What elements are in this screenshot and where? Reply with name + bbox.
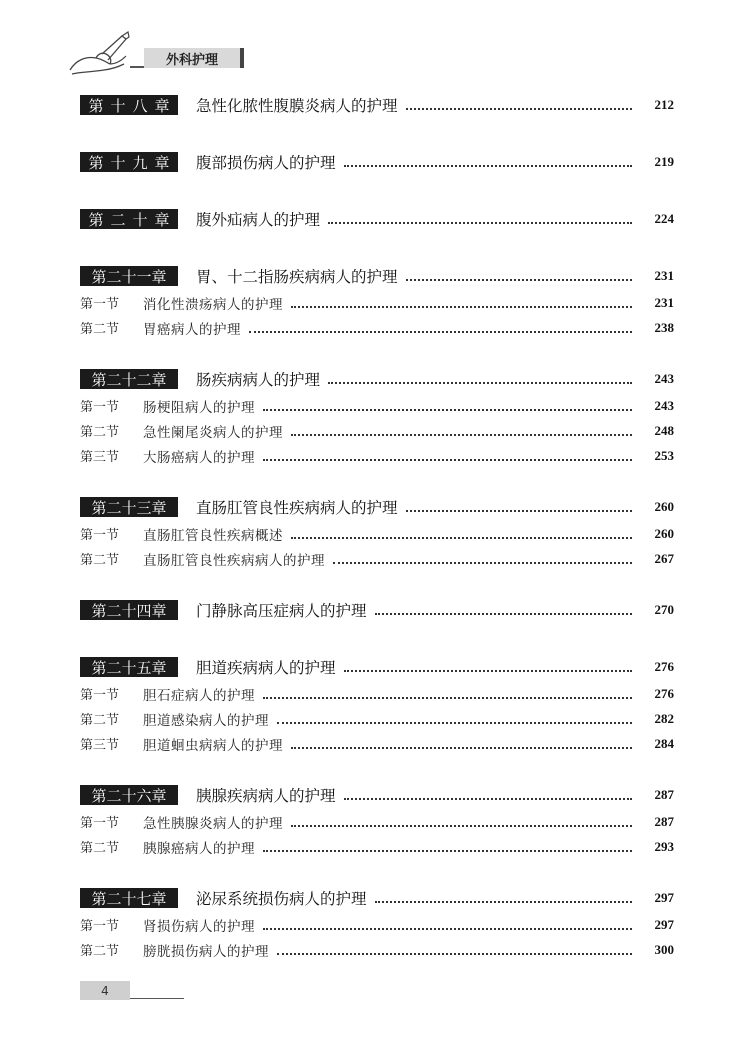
section-label: 第二节 [80, 322, 120, 337]
book-title: 外科护理 [144, 48, 244, 68]
chapter-title: 腹外疝病人的护理 [196, 211, 321, 229]
chapter-page-number: 276 [654, 659, 674, 674]
dot-leader [263, 695, 632, 699]
section-page-number: 253 [654, 447, 674, 463]
toc-section-entry [80, 418, 674, 443]
chapter-label: 第二十七章 [80, 888, 178, 908]
section-label: 第二节 [80, 425, 120, 440]
dot-leader [344, 163, 632, 167]
dot-leader [328, 380, 632, 384]
dot-leader [344, 796, 632, 800]
section-title: 胆道蛔虫病病人的护理 [143, 737, 283, 754]
writing-hand-icon [66, 30, 138, 76]
toc-chapter-entry [80, 265, 674, 287]
section-title: 直肠肛管良性疾病病人的护理 [143, 552, 325, 569]
section-page-number: 238 [654, 319, 674, 335]
chapter-title: 胰腺疾病病人的护理 [196, 787, 336, 805]
section-title: 膀胱损伤病人的护理 [143, 943, 269, 960]
toc-chapter-entry [80, 496, 674, 518]
chapter-title: 胆道疾病病人的护理 [196, 659, 336, 677]
chapter-title: 直肠肛管良性疾病病人的护理 [196, 499, 398, 517]
chapter-title: 泌尿系统损伤病人的护理 [196, 890, 367, 908]
chapter-label: 第二十五章 [80, 657, 178, 677]
dot-leader [291, 304, 632, 308]
chapter-label: 第二十一章 [80, 266, 178, 286]
dot-leader [263, 457, 632, 461]
section-page-number: 282 [654, 710, 674, 726]
section-title: 胰腺癌病人的护理 [143, 840, 255, 857]
toc-section-entry [80, 834, 674, 859]
dot-leader [328, 220, 632, 224]
section-page-number: 267 [654, 550, 674, 566]
toc-chapter-entry [80, 784, 674, 806]
dot-leader [291, 745, 632, 749]
chapter-label: 第十九章 [80, 152, 178, 172]
toc-section-entry [80, 315, 674, 340]
section-title: 急性阑尾炎病人的护理 [143, 424, 283, 441]
toc-chapter-entry [80, 656, 674, 678]
chapter-page-number: 212 [654, 97, 674, 112]
chapter-page-number: 260 [654, 499, 674, 514]
section-page-number: 276 [654, 685, 674, 701]
dot-leader [263, 848, 632, 852]
dot-leader [291, 432, 632, 436]
table-of-contents [80, 94, 674, 962]
section-page-number: 287 [654, 813, 674, 829]
section-label: 第一节 [80, 297, 120, 312]
section-title: 胆道感染病人的护理 [143, 712, 269, 729]
chapter-page-number: 231 [654, 268, 674, 283]
chapter-label: 第二十六章 [80, 785, 178, 805]
toc-section-entry [80, 731, 674, 756]
section-label: 第三节 [80, 738, 120, 753]
chapter-label: 第二十四章 [80, 600, 178, 620]
toc-section-entry [80, 681, 674, 706]
chapter-label: 第十八章 [80, 95, 178, 115]
section-title: 直肠肛管良性疾病概述 [143, 527, 283, 544]
section-title: 肾损伤病人的护理 [143, 918, 255, 935]
section-page-number: 284 [654, 735, 674, 751]
section-label: 第一节 [80, 528, 120, 543]
section-title: 肠梗阻病人的护理 [143, 399, 255, 416]
footer-rule [130, 998, 184, 999]
section-label: 第一节 [80, 816, 120, 831]
chapter-page-number: 270 [654, 602, 674, 617]
chapter-page-number: 243 [654, 371, 674, 386]
dot-leader [263, 407, 632, 411]
section-label: 第一节 [80, 919, 120, 934]
toc-section-entry [80, 912, 674, 937]
toc-section-entry [80, 290, 674, 315]
chapter-page-number: 287 [654, 787, 674, 802]
chapter-label: 第二十二章 [80, 369, 178, 389]
toc-chapter-entry [80, 368, 674, 390]
chapter-title: 腹部损伤病人的护理 [196, 154, 336, 172]
toc-chapter-entry [80, 208, 674, 230]
dot-leader [291, 535, 632, 539]
section-title: 急性胰腺炎病人的护理 [143, 815, 283, 832]
toc-chapter-entry [80, 599, 674, 621]
dot-leader [277, 720, 632, 724]
section-title: 大肠癌病人的护理 [143, 449, 255, 466]
section-title: 消化性溃疡病人的护理 [143, 296, 283, 313]
dot-leader [406, 277, 632, 281]
section-page-number: 297 [654, 916, 674, 932]
section-title: 胃癌病人的护理 [143, 321, 241, 338]
section-label: 第二节 [80, 944, 120, 959]
section-page-number: 248 [654, 422, 674, 438]
chapter-page-number: 297 [654, 890, 674, 905]
section-page-number: 293 [654, 838, 674, 854]
dot-leader [277, 951, 632, 955]
chapter-title: 急性化脓性腹膜炎病人的护理 [196, 97, 398, 115]
dot-leader [406, 106, 632, 110]
chapter-page-number: 224 [654, 211, 674, 226]
dot-leader [375, 611, 632, 615]
dot-leader [263, 926, 632, 930]
section-label: 第二节 [80, 713, 120, 728]
chapter-title: 胃、十二指肠疾病病人的护理 [196, 268, 398, 286]
section-label: 第二节 [80, 553, 120, 568]
section-label: 第二节 [80, 841, 120, 856]
toc-section-entry [80, 393, 674, 418]
page-header [0, 0, 750, 80]
toc-chapter-entry [80, 151, 674, 173]
toc-section-entry [80, 443, 674, 468]
section-page-number: 231 [654, 294, 674, 310]
dot-leader [333, 560, 632, 564]
section-page-number: 300 [654, 941, 674, 957]
dot-leader [406, 508, 632, 512]
page-number: 4 [80, 981, 130, 1000]
section-label: 第三节 [80, 450, 120, 465]
section-title: 胆石症病人的护理 [143, 687, 255, 704]
chapter-label: 第二十章 [80, 209, 178, 229]
toc-chapter-entry [80, 94, 674, 116]
dot-leader [291, 823, 632, 827]
dot-leader [249, 329, 632, 333]
toc-section-entry [80, 706, 674, 731]
chapter-label: 第二十三章 [80, 497, 178, 517]
toc-section-entry [80, 937, 674, 962]
dot-leader [344, 668, 632, 672]
toc-chapter-entry [80, 887, 674, 909]
toc-section-entry [80, 809, 674, 834]
section-page-number: 243 [654, 397, 674, 413]
chapter-page-number: 219 [654, 154, 674, 169]
dot-leader [375, 899, 632, 903]
toc-section-entry [80, 546, 674, 571]
section-page-number: 260 [654, 525, 674, 541]
chapter-title: 门静脉高压症病人的护理 [196, 602, 367, 620]
section-label: 第一节 [80, 400, 120, 415]
toc-section-entry [80, 521, 674, 546]
section-label: 第一节 [80, 688, 120, 703]
chapter-title: 肠疾病病人的护理 [196, 371, 321, 389]
